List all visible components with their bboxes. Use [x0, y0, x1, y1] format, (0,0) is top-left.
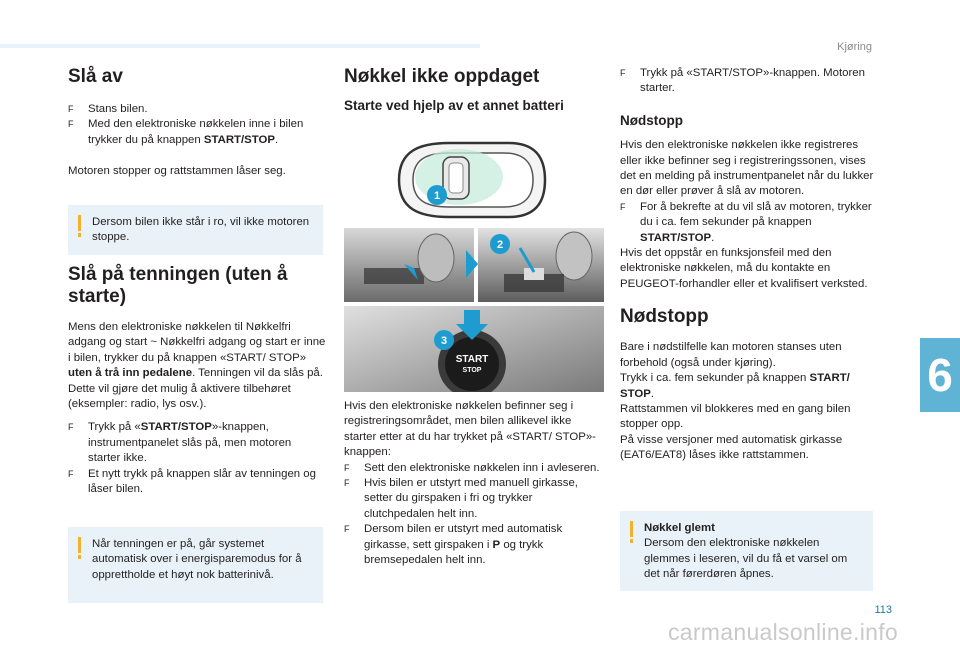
paragraph: Motoren stopper og rattstammen låser seg. — [68, 165, 286, 178]
callout-1: 1 — [433, 190, 441, 202]
note-box-1: Dersom bilen ikke står i ro, vil ikke motoren stoppe. — [68, 205, 323, 255]
bullet: F Dersom bilen er utstyrt med automatisk girkasse, sett girspaken i P og trykk bremsepedalen helt inn. — [344, 523, 563, 567]
paragraph: Hvis den elektroniske nøkkelen ikke registreres eller ikke befinner seg i registreringssonen, vises det en melding på instrumentpanelet når du lukker en dør eller prøver å slå av motoren. — [620, 139, 874, 198]
bullet: F For å bekrefte at du vil slå av motoren, trykker du i ca. fem sekunder på knappen START/STOP. — [620, 200, 872, 244]
bullet: F Sett den elektroniske nøkkelen inn i avleseren. — [344, 461, 600, 474]
column-2-text — [344, 399, 602, 568]
paragraph: Trykk i ca. fem sekunder på knappen START/ STOP. — [620, 372, 850, 400]
bullet-marker: F — [68, 119, 74, 130]
info-icon — [78, 215, 81, 231]
chapter-tab: 6 — [920, 338, 960, 412]
title-nokkel-ikke-oppdaget: Nøkkel ikke oppdaget — [344, 66, 540, 87]
paragraph: Hvis det oppstår en funksjonsfeil med den elektroniske nøkkelen, må du kontakte en PEUGEOT-forhandler eller et kvalifisert verksted. — [620, 247, 868, 290]
section-label: Kjøring — [837, 41, 872, 53]
note-box-2: Når tenningen er på, går systemet automatisk over i energisparemodus for å opprettholde et høyt nok batterinivå. — [68, 527, 323, 603]
subtitle-nodstopp: Nødstopp — [620, 112, 683, 128]
column-3 — [620, 66, 878, 464]
info-icon — [630, 521, 633, 537]
page-number: 113 — [874, 604, 892, 616]
column-1b — [68, 264, 326, 497]
bullet: F Med den elektroniske nøkkelen inne i bilen trykker du på knappen START/STOP. — [68, 117, 326, 148]
stop-label: STOP — [462, 367, 482, 374]
paragraph: Dette vil gjøre det mulig å aktivere tilbehøret (eksempler: radio, lys osv.). — [68, 382, 291, 411]
bullet: F Trykk på «START/STOP»-knappen, instrumentpanelet slås på, men motoren starter ikke. — [68, 421, 292, 465]
bullet: F Et nytt trykk på knappen slår av tenningen og låser bilen. — [68, 467, 316, 496]
start-stop-figure — [344, 306, 604, 392]
car-topview-figure — [389, 137, 549, 223]
title-tenning: Slå på tenningen (uten å starte) — [68, 264, 288, 307]
paragraph: Hvis den elektroniske nøkkelen befinner seg i registreringsområdet, men bilen allikevel ikke starter etter at du har trykket på «START/ STOP»-knappen: — [344, 400, 596, 459]
bullet: F Stans bilen. — [68, 102, 326, 117]
paragraph: På visse versjoner med automatisk girkasse (EAT6/EAT8) låses ikke rattstammen. — [620, 433, 843, 462]
bullet: F Hvis bilen er utstyrt med manuell girkasse, setter du girspaken i fri og trykker clutchpedalen helt inn. — [344, 477, 578, 520]
column-2 — [344, 66, 604, 113]
title-sla-av: Slå av — [68, 66, 123, 87]
note-box-3: Nøkkel glemt Dersom den elektroniske nøkkelen glemmes i leseren, vil du få et varsel om det når førerdøren åpnes. — [620, 511, 873, 591]
key-reader-figure — [344, 228, 604, 302]
title-nodstopp: Nødstopp — [620, 306, 709, 328]
watermark: carmanualsonline.info — [667, 619, 898, 645]
paragraph: Rattstammen vil blokkeres med en gang bilen stopper opp. — [620, 402, 851, 431]
bullet-marker: F — [68, 104, 74, 114]
info-icon — [78, 537, 81, 553]
callout-3: 3 — [440, 335, 448, 347]
callout-2: 2 — [496, 239, 504, 251]
column-1 — [68, 66, 326, 180]
paragraph: Bare i nødstilfelle kan motoren stanses uten forbehold (også under kjøring). — [620, 341, 842, 369]
header-bar — [0, 44, 480, 48]
bullet: F Trykk på «START/STOP»-knappen. Motoren starter. — [620, 67, 865, 95]
paragraph: Mens den elektroniske nøkkelen til Nøkkelfri adgang og start ~ Nøkkelfri adgang og start er inne i bilen, trykker du på knappen «START/ STOP» uten å trå inn pedalene. Tenningen vil da slås på. — [68, 321, 326, 380]
start-label: START — [455, 354, 489, 365]
subtitle: Starte ved hjelp av et annet batteri — [344, 98, 564, 113]
